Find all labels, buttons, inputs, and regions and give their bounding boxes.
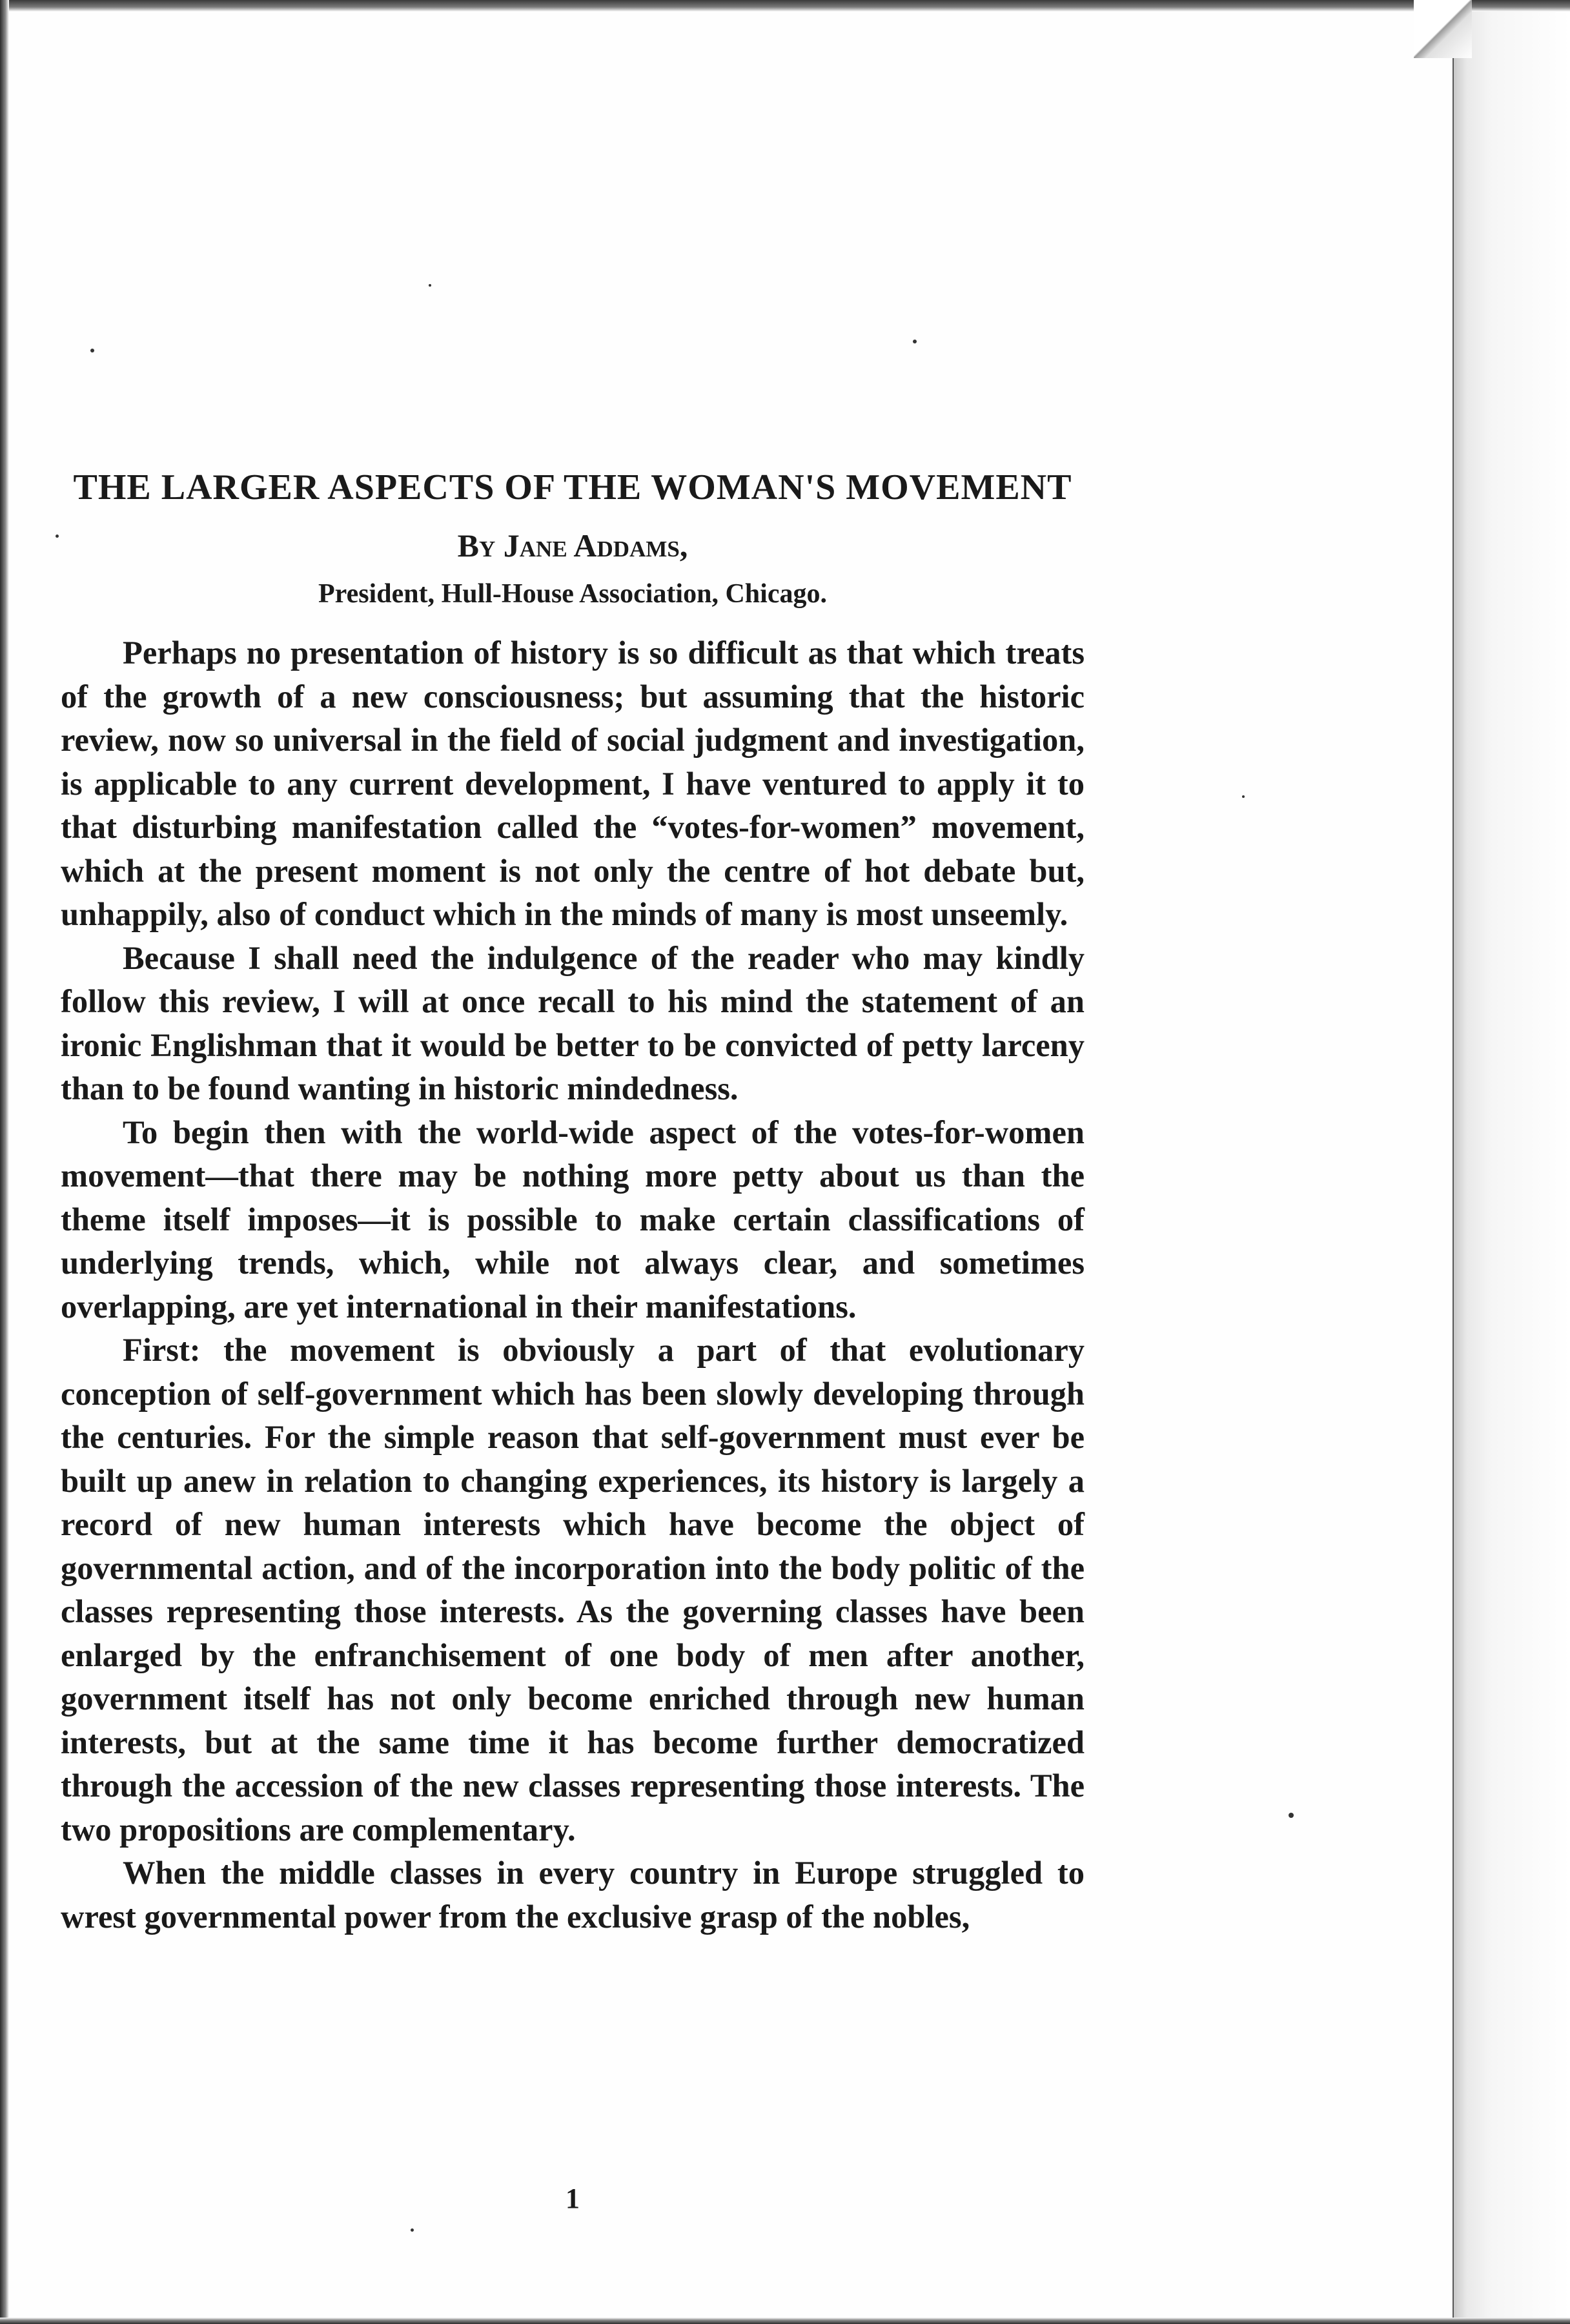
scan-speck [1242, 795, 1245, 798]
paragraph: Because I shall need the indulgence of the reader who may kindly follow this review, I will at once recall to his mind the statement of an ironic Englishman that it would be better to be convicted of petty larceny than to be found wanting in historic mindedness. [61, 939, 1085, 1106]
article-title: THE LARGER ASPECTS OF THE WOMAN'S MOVEMENT [73, 467, 1072, 507]
scan-edge-bottom [0, 2318, 1570, 2324]
page-number: 1 [566, 2183, 580, 2214]
scan-speck [429, 284, 431, 287]
paragraph: To begin then with the world-wide aspect of the votes-for-women movement—that there may be nothing more petty about us than the theme itself imposes—it is possible to make certain classifications of underlying trends, which, while not always clear, and sometimes overlapping, are yet international in their manifestations. [61, 1114, 1085, 1325]
scan-edge-top [0, 0, 1570, 12]
paragraph: When the middle classes in every country in Europe struggled to wrest governmental power from the exclusive grasp of the nobles, [61, 1855, 1085, 1935]
scan-edge-left [0, 0, 9, 2324]
corner-fold [1414, 0, 1472, 58]
author-affiliation: President, Hull-House Association, Chicago. [318, 579, 827, 609]
page-edge-shadow [1454, 12, 1570, 2318]
paragraph: First: the movement is obviously a part of that evolutionary conception of self-government which has been slowly developing through the centuries. For the simple reason that self-government must ever be built up anew in relation to changing experiences, its history is largely a record of new human interests which have become the object of governmental action, and of the incorporation into the body politic of the classes representing those interests. As the governing classes have been enlarged by the enfranchisement of one body of men after another, government itself has not only become enriched through new human interests, but at the same time it has become further democratized through the accession of the new classes representing those interests. The two propositions are complementary. [61, 1332, 1085, 1848]
article-paragraphs [61, 631, 1085, 1939]
scan-speck [411, 2228, 414, 2232]
paragraph: Perhaps no presentation of history is so difficult as that which treats of the growth of a new consciousness; but assuming that the historic review, now so universal in the field of social judgment and investigation, is applicable to any current development, I have ventured to apply it to that disturbing manifestation called the “votes-for-women” movement, which at the present moment is not only the centre of hot debate but, unhappily, also of conduct which in the minds of many is most unseemly. [61, 635, 1085, 932]
article-byline: By Jane Addams, [457, 527, 688, 564]
article-body [61, 465, 1085, 1939]
scan-speck [56, 535, 59, 538]
scan-speck [913, 340, 917, 343]
scan-speck [90, 349, 94, 352]
scan-speck [1289, 1813, 1294, 1818]
